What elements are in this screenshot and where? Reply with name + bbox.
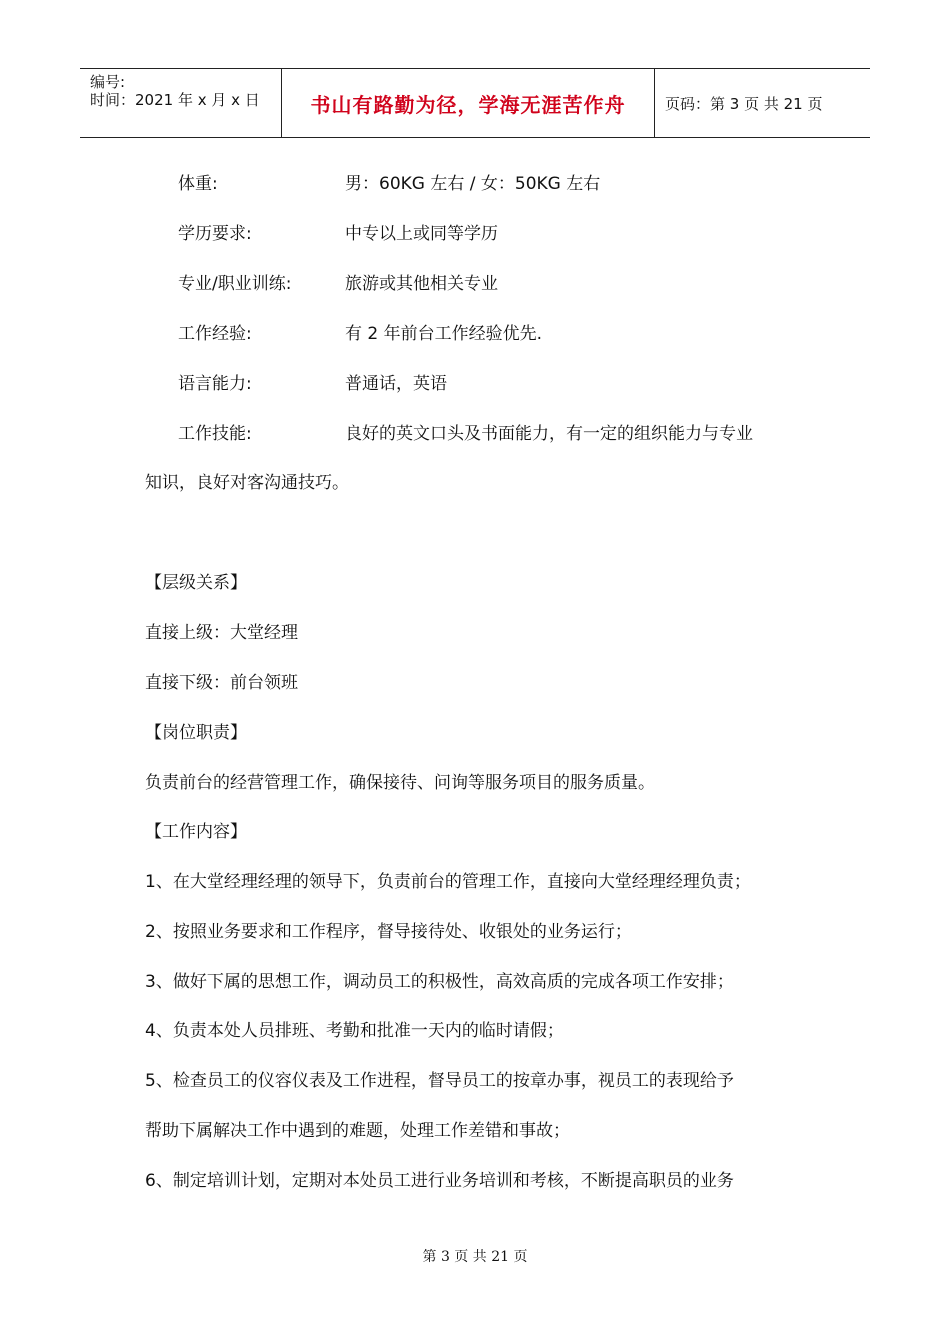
requirement-value: 有 2 年前台工作经验优先. — [345, 324, 543, 344]
header-page-cell — [655, 69, 870, 137]
direct-superior: 直接上级：大堂经理 — [145, 623, 298, 643]
requirement-value: 中专以上或同等学历 — [345, 224, 498, 244]
skills-continuation: 知识，良好对客沟通技巧。 — [145, 473, 349, 493]
document-code-label: 编号: — [90, 73, 126, 91]
requirement-value: 普通话，英语 — [345, 374, 447, 394]
section-heading-hierarchy: 【层级关系】 — [145, 573, 247, 593]
requirement-label: 学历要求: — [178, 224, 252, 244]
page-header — [80, 68, 870, 138]
header-slogan-cell — [282, 69, 655, 137]
requirement-value: 男：60KG 左右 / 女：50KG 左右 — [345, 174, 601, 194]
header-meta-cell — [80, 69, 282, 137]
requirement-label: 专业/职业训练: — [178, 274, 292, 294]
requirement-label: 语言能力: — [178, 374, 252, 394]
requirement-value: 旅游或其他相关专业 — [345, 274, 498, 294]
requirement-label: 工作经验: — [178, 324, 252, 344]
requirement-label: 工作技能: — [178, 424, 252, 444]
content-line: 4、负责本处人员排班、考勤和批准一天内的临时请假； — [145, 1021, 564, 1041]
requirement-label: 体重: — [178, 174, 218, 194]
content-line: 5、检查员工的仪容仪表及工作进程，督导员工的按章办事，视员工的表现给予 — [145, 1071, 734, 1091]
direct-subordinate: 直接下级：前台领班 — [145, 673, 298, 693]
content-line: 1、在大堂经理经理的领导下，负责前台的管理工作，直接向大堂经理经理负责； — [145, 872, 751, 892]
header-slogan: 书山有路勤为径，学海无涯苦作舟 — [310, 92, 626, 117]
page-footer: 第 3 页 共 21 页 — [422, 1249, 528, 1265]
content-line: 帮助下属解决工作中遇到的难题，处理工作差错和事故； — [145, 1121, 570, 1141]
content-line: 6、制定培训计划，定期对本处员工进行业务培训和考核，不断提高职员的业务 — [145, 1171, 734, 1191]
content-line: 3、做好下属的思想工作，调动员工的积极性，高效高质的完成各项工作安排； — [145, 972, 734, 992]
section-heading-duty: 【岗位职责】 — [145, 723, 247, 743]
content-line: 2、按照业务要求和工作程序，督导接待处、收银处的业务运行； — [145, 922, 632, 942]
header-page-info: 页码：第 3 页 共 21 页 — [665, 94, 823, 113]
requirement-value: 良好的英文口头及书面能力，有一定的组织能力与专业 — [345, 424, 753, 444]
duty-text: 负责前台的经营管理工作，确保接待、问询等服务项目的服务质量。 — [145, 773, 655, 793]
section-heading-content: 【工作内容】 — [145, 822, 247, 842]
document-date: 时间：2021 年 x 月 x 日 — [90, 91, 260, 109]
